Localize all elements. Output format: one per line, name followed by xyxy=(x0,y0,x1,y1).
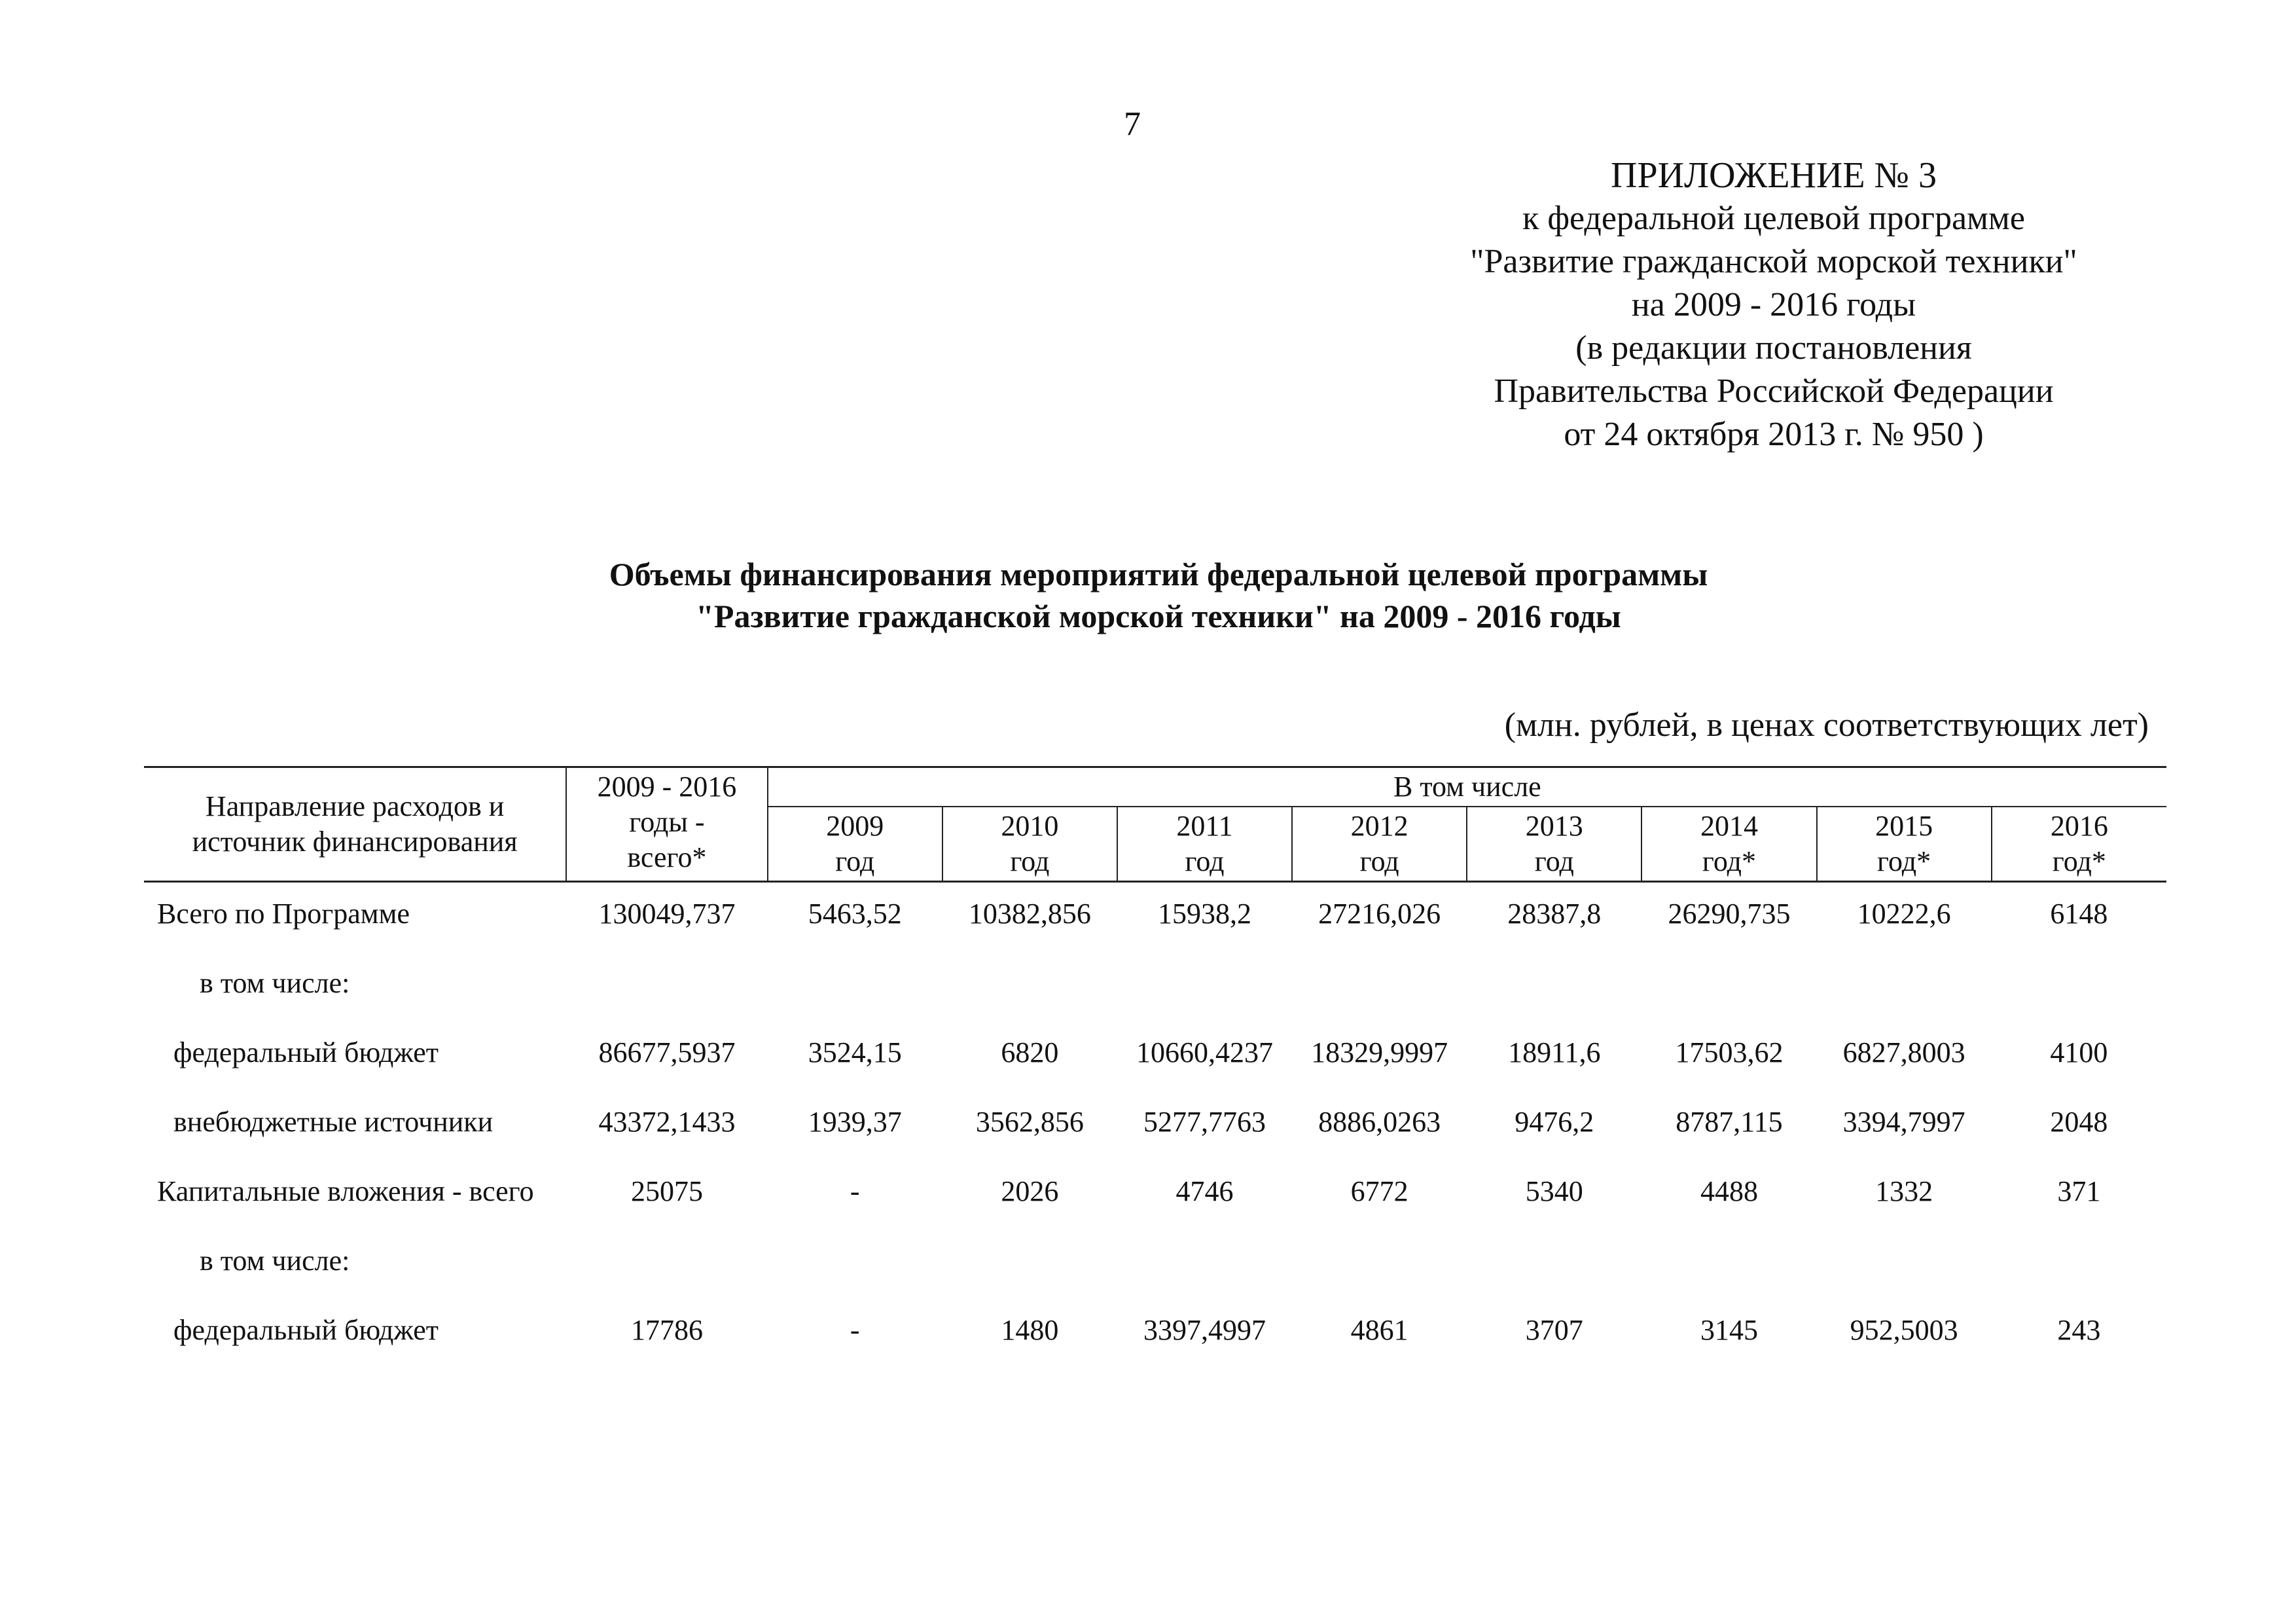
table-cell: 2026 xyxy=(1001,1175,1059,1207)
appendix-line: к федеральной целевой программе xyxy=(1522,200,2025,237)
table-cell: 4861 xyxy=(1350,1314,1408,1346)
header-direction: Направление расходов и источник финансирования xyxy=(144,767,566,882)
header-year: 2009 год xyxy=(768,807,942,882)
table-cell: 2048 xyxy=(2050,1106,2108,1138)
table-cell: 3145 xyxy=(1700,1314,1758,1346)
financing-table xyxy=(144,766,2166,1349)
table-cell: 8886,0263 xyxy=(1318,1106,1441,1138)
table-cell: 3707 xyxy=(1525,1314,1583,1346)
row-label: в том числе: xyxy=(200,1245,350,1277)
document-title-line: Объемы финансирования мероприятий федеральной целевой программы xyxy=(609,556,1708,593)
table-cell: - xyxy=(850,1175,860,1207)
table-cell: 6148 xyxy=(2050,898,2108,930)
table-cell: 10382,856 xyxy=(968,898,1091,930)
row-label: Всего по Программе xyxy=(157,898,410,930)
appendix-line: от 24 октября 2013 г. № 950 ) xyxy=(1564,416,1984,453)
appendix-title: ПРИЛОЖЕНИЕ № 3 xyxy=(1611,155,1937,196)
table-cell: 3397,4997 xyxy=(1143,1314,1266,1346)
document-title-line: "Развитие гражданской морской техники" на 2009 - 2016 годы xyxy=(696,598,1621,634)
table-cell: 8787,115 xyxy=(1676,1106,1783,1138)
table-row xyxy=(144,1279,2166,1349)
row-label: внебюджетные источники xyxy=(173,1106,493,1138)
table-cell: 10222,6 xyxy=(1857,898,1951,930)
table-cell: 26290,735 xyxy=(1668,898,1791,930)
table-cell: 130049,737 xyxy=(598,898,736,930)
table-cell: 17786 xyxy=(630,1314,703,1346)
table-cell: 17503,62 xyxy=(1675,1036,1784,1068)
table-cell: 5463,52 xyxy=(808,898,902,930)
table-cell: 28387,8 xyxy=(1507,898,1602,930)
table-row xyxy=(144,1140,2166,1210)
table-cell: 43372,1433 xyxy=(598,1106,736,1138)
page-number: 7 xyxy=(1124,105,1141,143)
table-cell: 18911,6 xyxy=(1508,1036,1601,1068)
table-cell: 243 xyxy=(2057,1314,2101,1346)
table-cell: 1332 xyxy=(1875,1175,1933,1207)
header-year: 2014 год* xyxy=(1641,807,1816,882)
table-cell: 6827,8003 xyxy=(1842,1036,1965,1068)
units-note: (млн. рублей, в ценах соответствующих лет) xyxy=(1504,706,2149,744)
appendix-line: "Развитие гражданской морской техники" xyxy=(1470,243,2077,280)
table-cell: 5340 xyxy=(1525,1175,1583,1207)
table-cell: 5277,7763 xyxy=(1143,1106,1266,1138)
header-year: 2010 год xyxy=(942,807,1117,882)
appendix-block xyxy=(1407,154,2140,456)
table-cell: 25075 xyxy=(630,1175,703,1207)
table-row xyxy=(144,1071,2166,1140)
table-cell: 3394,7997 xyxy=(1842,1106,1965,1138)
table-cell: 15938,2 xyxy=(1158,898,1252,930)
header-year: 2012 год xyxy=(1292,807,1467,882)
table-cell: 4746 xyxy=(1175,1175,1234,1207)
table-cell: 27216,026 xyxy=(1318,898,1441,930)
header-year: 2011 год xyxy=(1117,807,1292,882)
header-year: 2015 год* xyxy=(1817,807,1992,882)
table-cell: 1480 xyxy=(1001,1314,1059,1346)
table-cell: 6820 xyxy=(1001,1036,1059,1068)
table-cell: 1939,37 xyxy=(808,1106,902,1138)
table-row xyxy=(144,932,2166,1002)
table-cell: - xyxy=(850,1314,860,1346)
table-cell: 18329,9997 xyxy=(1311,1036,1448,1068)
table-cell: 952,5003 xyxy=(1850,1314,1958,1346)
table-cell: 86677,5937 xyxy=(598,1036,736,1068)
table-cell: 3524,15 xyxy=(808,1036,902,1068)
appendix-line: Правительства Российской Федерации xyxy=(1494,373,2054,410)
table-row xyxy=(144,1002,2166,1071)
header-total: 2009 - 2016 годы - всего* xyxy=(566,767,767,882)
table-cell: 9476,2 xyxy=(1515,1106,1594,1138)
appendix-line: на 2009 - 2016 годы xyxy=(1631,286,1916,323)
table-cell: 4100 xyxy=(2050,1036,2108,1068)
table-cell: 4488 xyxy=(1700,1175,1758,1207)
document-title xyxy=(327,553,1990,637)
appendix-line: (в редакции постановления xyxy=(1575,329,1972,367)
header-year: 2013 год xyxy=(1467,807,1641,882)
table-cell: 371 xyxy=(2057,1175,2101,1207)
table-row xyxy=(144,1210,2166,1279)
row-label: федеральный бюджет xyxy=(173,1036,439,1068)
table-cell: 3562,856 xyxy=(975,1106,1084,1138)
table-cell: 6772 xyxy=(1350,1175,1408,1207)
table-row xyxy=(144,882,2166,933)
header-including: В том числе xyxy=(768,767,2166,807)
table-cell: 10660,4237 xyxy=(1136,1036,1274,1068)
row-label: федеральный бюджет xyxy=(173,1314,439,1346)
row-label: Капитальные вложения - всего xyxy=(157,1175,534,1207)
row-label: в том числе: xyxy=(200,967,350,999)
header-year: 2016 год* xyxy=(1992,807,2166,882)
